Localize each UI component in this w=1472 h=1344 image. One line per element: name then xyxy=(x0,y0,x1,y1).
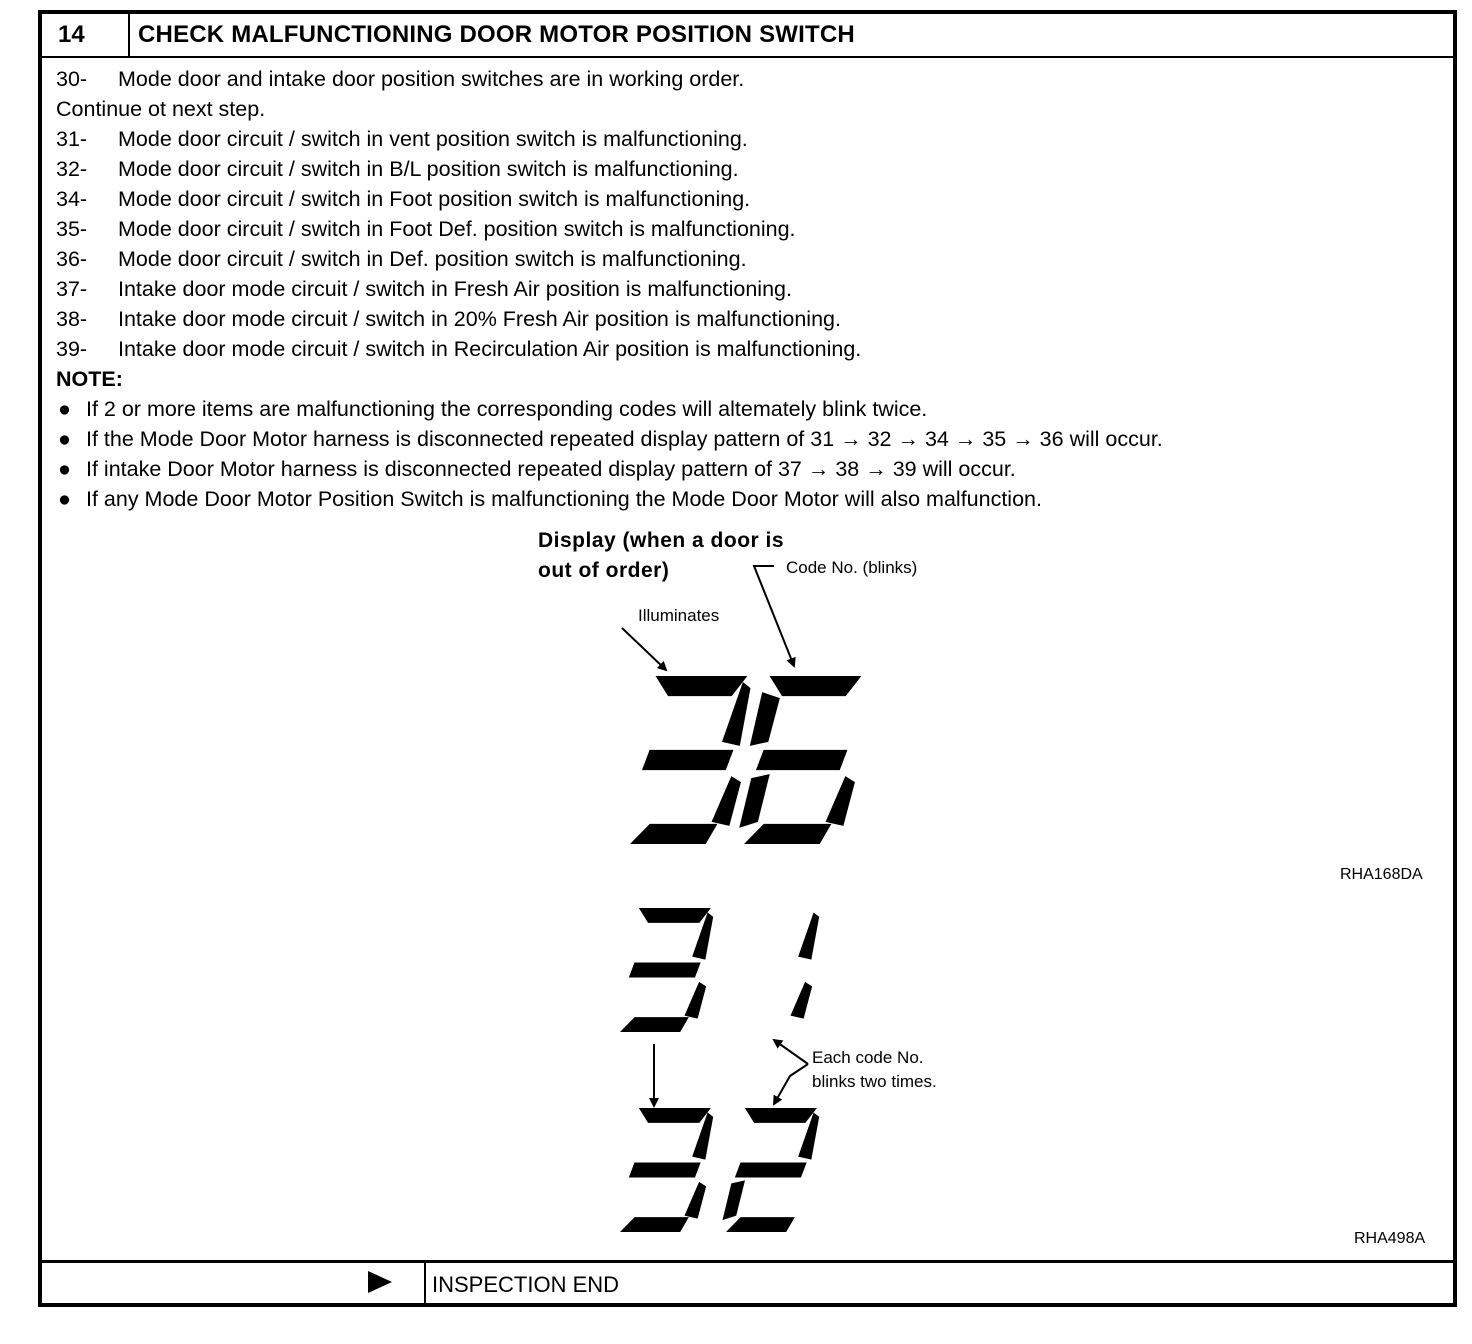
segment-d xyxy=(620,1217,689,1232)
step-footer xyxy=(42,1260,1453,1306)
result-text: Mode door circuit / switch in Foot position switch is malfunctioning. xyxy=(118,187,751,211)
note-text: If 2 or more items are malfunctioning the corresponding codes will altemately blink twice. xyxy=(86,397,928,421)
illuminates-arrow xyxy=(622,628,666,670)
result-text: Intake door mode circuit / switch in 20% Fresh Air position is malfunctioning. xyxy=(118,307,841,331)
segment-g xyxy=(642,750,733,770)
segment-d xyxy=(744,824,831,844)
seven-segment-display xyxy=(620,908,819,1032)
code-no-label: Code No. (blinks) xyxy=(786,558,918,577)
procedure-frame xyxy=(38,10,1457,1307)
result-text: Mode door circuit / switch in Foot Def. position switch is malfunctioning. xyxy=(118,217,796,241)
digit xyxy=(620,1108,713,1232)
segment-g xyxy=(735,1163,807,1178)
result-code: 36- xyxy=(56,247,88,271)
digit xyxy=(620,908,713,1032)
display-title-line: out of order) xyxy=(538,559,670,582)
figure-id-2: RHA498A xyxy=(1354,1230,1426,1247)
segment-c xyxy=(684,982,706,1019)
segment-d xyxy=(620,1017,689,1032)
result-text: Intake door mode circuit / switch in Recirculation Air position is malfunctioning. xyxy=(118,337,862,361)
diagram-drawing xyxy=(42,14,1453,1254)
inspection-end-label: INSPECTION END xyxy=(432,1272,620,1297)
result-text: Intake door mode circuit / switch in Fresh Air position is malfunctioning. xyxy=(118,277,792,301)
display-diagrams xyxy=(42,14,1453,1254)
note-text: If intake Door Motor harness is disconnected repeated display pattern of 37 → 38 → 39 will occur. xyxy=(86,457,1016,481)
segment-a xyxy=(639,1108,711,1123)
display-title-line: Display (when a door is xyxy=(538,529,785,552)
continue-line: Continue ot next step. xyxy=(56,97,266,121)
result-text: Mode door circuit / switch in B/L position switch is malfunctioning. xyxy=(118,157,739,181)
result-text: Mode door circuit / switch in vent position switch is malfunctioning. xyxy=(118,127,748,151)
seven-segment-digits xyxy=(620,676,861,1232)
segment-g xyxy=(629,1163,701,1178)
digit xyxy=(722,1108,819,1232)
segment-g xyxy=(629,963,701,978)
segment-f xyxy=(750,692,780,746)
digit xyxy=(739,676,861,844)
segment-a xyxy=(770,676,862,696)
segment-b xyxy=(798,912,819,959)
result-code: 38- xyxy=(56,307,88,331)
play-arrow-icon xyxy=(368,1271,392,1293)
result-code: 31- xyxy=(56,127,88,151)
segment-a xyxy=(656,676,748,696)
segment-d xyxy=(630,824,717,844)
illuminates-label: Illuminates xyxy=(638,606,720,625)
result-code: 35- xyxy=(56,217,88,241)
blink-arrow-upper xyxy=(774,1040,808,1064)
digit xyxy=(790,912,819,1018)
note-text: If the Mode Door Motor harness is disconnected repeated display pattern of 31 → 32 → 34 → 35 → 36 will occur. xyxy=(86,427,1163,451)
seven-segment-display xyxy=(620,1108,819,1232)
bullet-icon: ● xyxy=(58,397,71,421)
segment-c xyxy=(790,982,812,1019)
result-text: Mode door and intake door position switches are in working order. xyxy=(118,67,745,91)
segment-e xyxy=(739,774,770,828)
result-code: 32- xyxy=(56,157,88,181)
blink-note-line: blinks two times. xyxy=(812,1072,937,1091)
result-text: Mode door circuit / switch in Def. position switch is malfunctioning. xyxy=(118,247,747,271)
segment-c xyxy=(712,776,741,826)
segment-a xyxy=(745,1108,817,1123)
segment-g xyxy=(756,750,847,770)
segment-d xyxy=(726,1217,795,1232)
segment-c xyxy=(684,1182,706,1219)
seven-segment-display xyxy=(630,676,861,844)
blink-arrow-lower xyxy=(774,1064,808,1104)
blink-note-line: Each code No. xyxy=(812,1048,924,1067)
segment-e xyxy=(722,1180,745,1220)
note-text: If any Mode Door Motor Position Switch is malfunctioning the Mode Door Motor will also malfunction. xyxy=(86,487,1042,511)
digit xyxy=(630,676,750,844)
bullet-icon: ● xyxy=(58,457,71,481)
note-heading: NOTE: xyxy=(56,367,123,391)
blink-note-label xyxy=(812,1046,937,1094)
step-number: 14 xyxy=(42,14,130,56)
bullet-icon: ● xyxy=(58,427,71,451)
result-code: 30- xyxy=(56,67,88,91)
segment-c xyxy=(826,776,855,826)
segment-a xyxy=(639,908,711,923)
result-code: 39- xyxy=(56,337,88,361)
figure-id-1: RHA168DA xyxy=(1340,866,1423,883)
result-code: 34- xyxy=(56,187,88,211)
result-code: 37- xyxy=(56,277,88,301)
footer-arrow-cell xyxy=(42,1263,426,1306)
step-title: CHECK MALFUNCTIONING DOOR MOTOR POSITION SWITCH xyxy=(138,21,855,48)
bullet-icon: ● xyxy=(58,487,71,511)
